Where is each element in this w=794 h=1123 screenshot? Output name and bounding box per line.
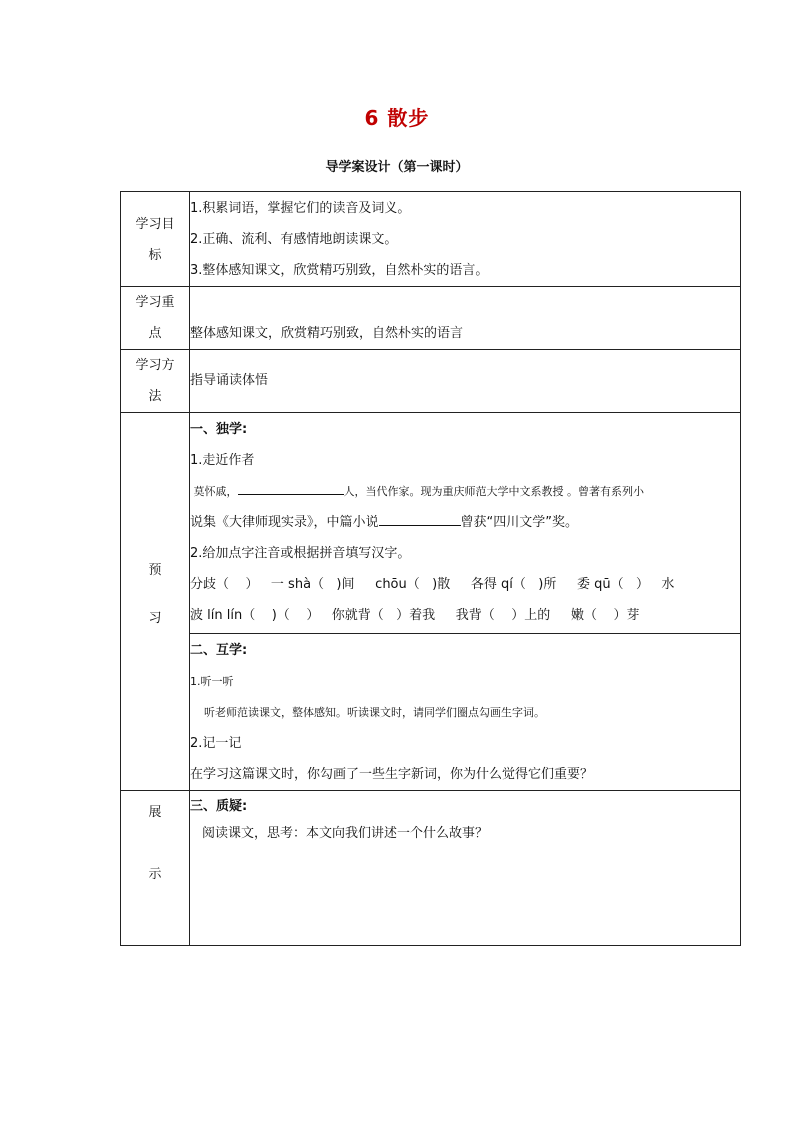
method-label-line-2: 法 bbox=[148, 389, 162, 404]
works-text: 说集《大律师现实录》，中篇小说 bbox=[190, 515, 379, 530]
objectives-row bbox=[121, 192, 741, 287]
hometown-blank[interactable] bbox=[238, 482, 344, 495]
pinyin-section-title: 2.给加点字注音或根据拼音填写汉字。 bbox=[190, 546, 411, 561]
objective-item-2: 2.正确、流利、有感情地朗读课文。 bbox=[190, 232, 398, 247]
display-row bbox=[121, 791, 741, 946]
author-line-2 bbox=[190, 507, 740, 538]
author-intro: 人，当代作家。现为重庆师范大学中文系教授 。曾著有系列小 bbox=[343, 485, 644, 498]
method-row bbox=[121, 350, 741, 413]
lesson-plan-table bbox=[120, 191, 741, 946]
objectives-label-line-1: 学习目 bbox=[135, 217, 175, 232]
objectives-content bbox=[190, 192, 741, 287]
keypoints-content bbox=[190, 287, 741, 350]
remember-text: 在学习这篇课文时，你勾画了一些生字新词，你为什么觉得它们重要？ bbox=[190, 767, 594, 782]
novel-blank[interactable] bbox=[379, 513, 461, 526]
listen-text: 听老师范读课文，整体感知。听读课文时，请同学们圈点勾画生字词。 bbox=[204, 706, 545, 719]
method-label bbox=[121, 350, 190, 413]
keypoints-row bbox=[121, 287, 741, 350]
keypoints-label-line-1: 学习重 bbox=[135, 295, 175, 310]
display-heading: 三、质疑: bbox=[190, 799, 248, 814]
display-label bbox=[121, 791, 190, 946]
pinyin-row-1: 分歧（ ） 一 shà（ )间 chōu（ )散 各得 qí（ )所 委 qū（ ） 水 bbox=[190, 577, 675, 592]
remember-title: 2.记一记 bbox=[190, 736, 242, 751]
self-study-row bbox=[121, 413, 741, 634]
preview-label-line-2: 习 bbox=[148, 611, 162, 626]
group-study-row bbox=[121, 634, 741, 791]
method-content bbox=[190, 350, 741, 413]
group-study-content bbox=[190, 634, 741, 791]
listen-title: 1.听一听 bbox=[190, 675, 234, 688]
pinyin-row-2: 波 lín lín（ )（ ） 你就背（ ）着我 我背（ ）上的 嫩（ ）芽 bbox=[190, 608, 640, 623]
award-text: 曾获“四川文学”奖。 bbox=[460, 515, 578, 530]
author-name: 莫怀戚， bbox=[193, 485, 238, 498]
self-study-content bbox=[190, 413, 741, 634]
keypoints-text: 整体感知课文，欣赏精巧别致，自然朴实的语言 bbox=[190, 326, 464, 341]
objective-item-1: 1.积累词语，掌握它们的读音及词义。 bbox=[190, 201, 411, 216]
author-line-1 bbox=[190, 476, 740, 507]
display-label-line-1: 展 bbox=[148, 805, 162, 820]
page-subtitle: 导学案设计（第一课时） bbox=[325, 160, 469, 175]
objectives-label-line-2: 标 bbox=[148, 248, 162, 263]
self-study-heading: 一、独学: bbox=[190, 422, 248, 437]
method-label-line-1: 学习方 bbox=[135, 358, 175, 373]
method-text: 指导诵读体悟 bbox=[190, 373, 269, 388]
author-section-title: 1.走近作者 bbox=[190, 453, 255, 468]
preview-label-line-1: 预 bbox=[148, 563, 162, 578]
objectives-label bbox=[121, 192, 190, 287]
objective-item-3: 3.整体感知课文，欣赏精巧别致，自然朴实的语言。 bbox=[190, 263, 489, 278]
display-label-line-2: 示 bbox=[148, 867, 162, 882]
preview-label bbox=[121, 413, 190, 791]
keypoints-label bbox=[121, 287, 190, 350]
group-study-heading: 二、互学: bbox=[190, 643, 248, 658]
display-question: 阅读课文，思考：本文向我们讲述一个什么故事？ bbox=[202, 826, 489, 841]
display-content bbox=[190, 791, 741, 946]
page-title: 6 散步 bbox=[364, 106, 430, 130]
keypoints-label-line-2: 点 bbox=[148, 326, 162, 341]
